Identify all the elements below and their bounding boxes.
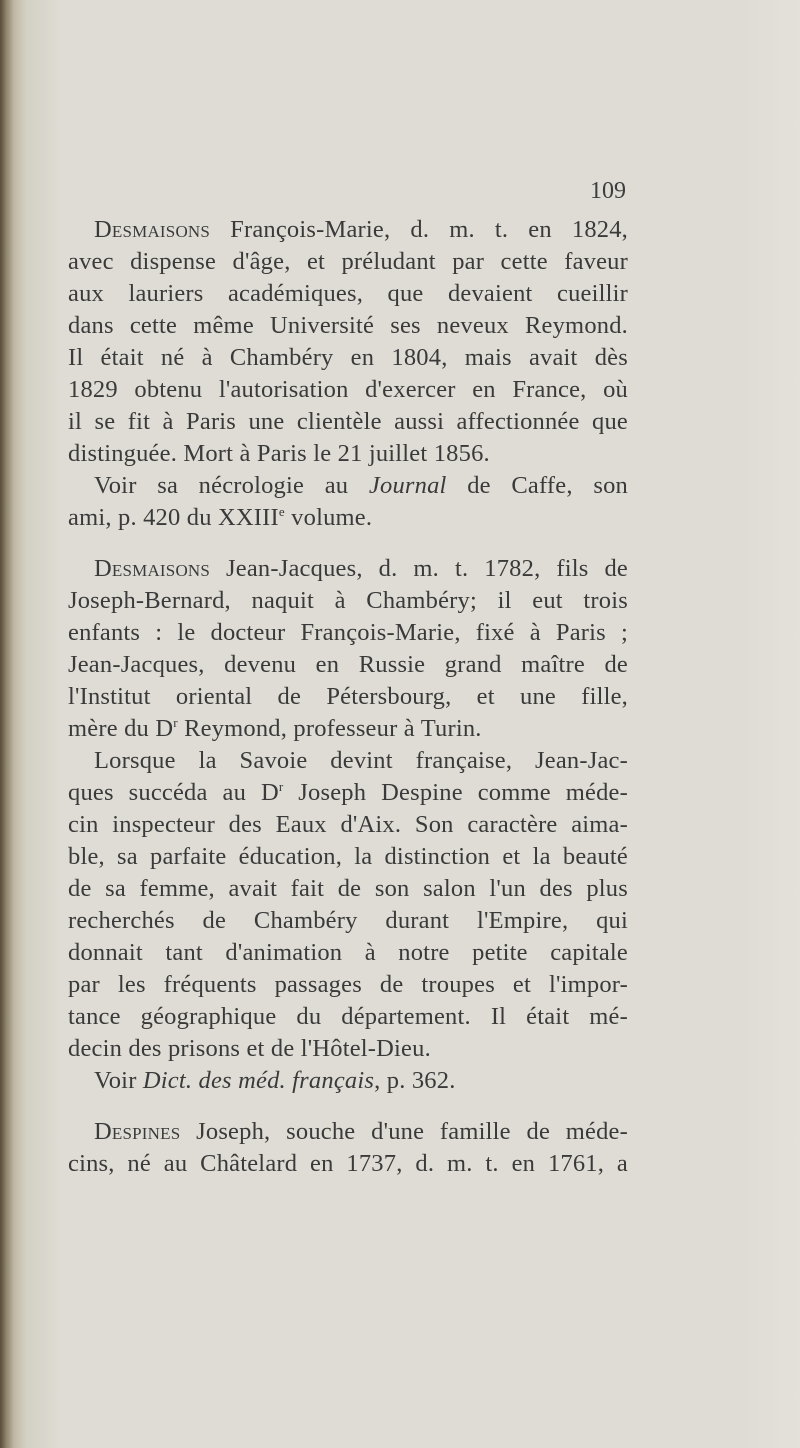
cited-title: Dict. des méd. français: [142, 1067, 375, 1094]
text-line: l'Institut oriental de Pétersbourg, et une fille,: [68, 683, 628, 710]
line-text: ques succéda au D: [68, 779, 279, 806]
line-text: Voir sa nécrologie au: [94, 472, 369, 499]
line-text: Voir: [94, 1067, 143, 1094]
entry-spacer: [68, 534, 628, 553]
page-number: 109: [590, 178, 626, 204]
text-line: tance géographique du département. Il était mé-: [68, 1003, 628, 1030]
text-line: [68, 214, 628, 246]
text-line: il se fit à Paris une clientèle aussi affectionnée que: [68, 408, 628, 435]
line-text: François-Marie, d. m. t. en 1824,: [210, 216, 628, 243]
text-line: aux lauriers académiques, que devaient cueillir: [68, 280, 628, 307]
entry-desmaisons-francois-marie: [68, 214, 628, 534]
text-line: avec dispense d'âge, et préludant par cette faveur: [68, 248, 628, 275]
cited-title: Journal: [368, 472, 447, 499]
text-line: dans cette même Université ses neveux Reymond.: [68, 312, 628, 339]
text-line: [68, 777, 628, 809]
text-line: decin des prisons et de l'Hôtel-Dieu.: [68, 1035, 431, 1062]
text-line: enfants : le docteur François-Marie, fixé à Paris ;: [68, 619, 628, 646]
line-text: ami, p. 420 du XXIII: [68, 504, 279, 531]
line-text: de Caffe, son: [446, 472, 628, 499]
text-line: ble, sa parfaite éducation, la distinction et la beauté: [68, 843, 628, 870]
line-text: volume.: [284, 504, 373, 531]
text-line: Il était né à Chambéry en 1804, mais avait dès: [68, 344, 628, 371]
text-line: distinguée. Mort à Paris le 21 juillet 1856.: [68, 440, 490, 467]
text-line: [68, 553, 628, 585]
text-line: Jean-Jacques, devenu en Russie grand maître de: [68, 651, 628, 678]
entry-spacer: [68, 1097, 628, 1116]
line-text: Jean-Jacques, d. m. t. 1782, fils de: [210, 555, 628, 582]
text-line: Lorsque la Savoie devint française, Jean-Jac-: [94, 747, 628, 774]
text-line: [68, 1065, 628, 1097]
text-line: [68, 502, 628, 534]
line-text: Joseph, souche d'une famille de méde-: [180, 1118, 628, 1145]
line-text: , p. 362.: [374, 1067, 456, 1094]
text-line: de sa femme, avait fait de son salon l'un des plus: [68, 875, 628, 902]
entry-headword: Despines: [94, 1118, 181, 1145]
superscript: r: [173, 715, 178, 730]
entry-headword: Desmaisons: [94, 216, 211, 243]
text-line: cins, né au Châtelard en 1737, d. m. t. en 1761, a: [68, 1150, 628, 1177]
text-line: recherchés de Chambéry durant l'Empire, qui: [68, 907, 628, 934]
text-line: [68, 713, 628, 745]
text-line: 1829 obtenu l'autorisation d'exercer en France, où: [68, 376, 628, 403]
text-line: Joseph-Bernard, naquit à Chambéry; il eut trois: [68, 587, 628, 614]
line-text: Joseph Despine comme méde-: [283, 779, 628, 806]
line-text: Reymond, professeur à Turin.: [177, 715, 482, 742]
superscript: e: [278, 504, 285, 519]
text-line: [68, 1116, 628, 1148]
text-line: cin inspecteur des Eaux d'Aix. Son caractère aima-: [68, 811, 628, 838]
line-text: mère du D: [68, 715, 174, 742]
text-line: par les fréquents passages de troupes et l'impor-: [68, 971, 628, 998]
text-line: donnait tant d'animation à notre petite capitale: [68, 939, 628, 966]
entry-despines-joseph: [68, 1116, 628, 1180]
binding-shadow: [0, 0, 14, 1448]
superscript: r: [278, 779, 284, 794]
entry-headword: Desmaisons: [94, 555, 211, 582]
page-body: [68, 214, 628, 1180]
entry-desmaisons-jean-jacques: [68, 553, 628, 1097]
text-line: [68, 470, 628, 502]
